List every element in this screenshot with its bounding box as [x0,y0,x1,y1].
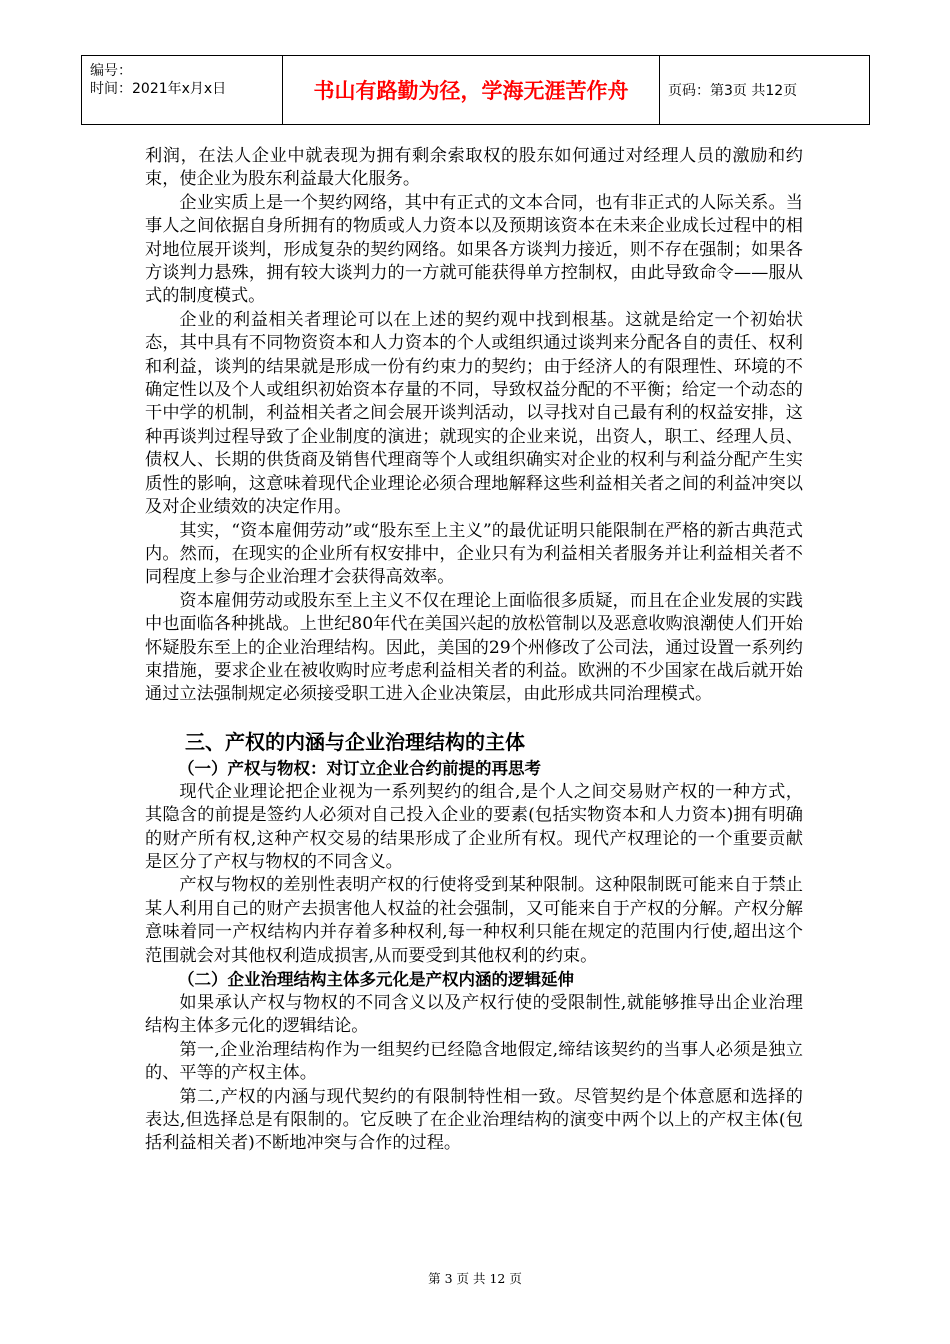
body-paragraph: 现代企业理论把企业视为一系列契约的组合,是个人之间交易财产权的一种方式，其隐含的前提是签约人必须对自己投入企业的要素(包括实物资本和人力资本)拥有明确的财产所有权,这种产权交易的结果形成了企业所有权。现代产权理论的一个重要贡献是区分了产权与物权的不同含义。 [145,781,803,872]
body-paragraph: 企业的利益相关者理论可以在上述的契约观中找到根基。这就是给定一个初始状态，其中具有不同物资资本和人力资本的个人或组织通过谈判来分配各自的责任、权利和利益，谈判的结果就是形成一份有约束力的契约；由于经济人的有限理性、环境的不确定性以及个人或组织初始资本存量的不同，导致权益分配的不平衡；给定一个动态的干中学的机制，利益相关者之间会展开谈判活动，以寻找对自己最有利的权益安排，这种再谈判过程导致了企业制度的演进；就现实的企业来说，出资人，职工、经理人员、债权人、长期的供货商及销售代理商等个人或组织确实对企业的权利与利益分配产生实质性的影响，这意味着现代企业理论必须合理地解释这些利益相关者之间的利益冲突以及对企业绩效的决定作用。 [145,309,803,518]
subsection-heading: （二）企业治理结构主体多元化是产权内涵的逻辑延伸 [178,970,574,989]
body-paragraph: 第一,企业治理结构作为一组契约已经隐含地假定,缔结该契约的当事人必须是独立的、平等的产权主体。 [145,1039,803,1084]
body-paragraph: 企业实质上是一个契约网络，其中有正式的文本合同，也有非正式的人际关系。当事人之间依据自身所拥有的物质或人力资本以及预期该资本在未来企业成长过程中的相对地位展开谈判，形成复杂的契约网络。如果各方谈判力接近，则不存在强制；如果各方谈判力悬殊，拥有较大谈判力的一方就可能获得单方控制权，由此导致命令——服从式的制度模式。 [145,192,803,307]
page-footer: 第 3 页 共 12 页 [428,1271,522,1286]
body-paragraph: 第二,产权的内涵与现代契约的有限制特性相一致。尽管契约是个体意愿和选择的表达,但选择总是有限制的。它反映了在企业治理结构的演变中两个以上的产权主体(包括利益相关者)不断地冲突与合作的过程。 [145,1086,803,1154]
header-meta-cell [82,56,283,124]
header-page-info: 页码：第3页 共12页 [668,83,798,99]
body-paragraph: 利润，在法人企业中就表现为拥有剩余索取权的股东如何通过对经理人员的激励和约束，使企业为股东利益最大化服务。 [145,146,803,190]
document-body [145,145,803,1156]
body-paragraph: 如果承认产权与物权的不同含义以及产权行使的受限制性,就能够推导出企业治理结构主体多元化的逻辑结论。 [145,993,803,1037]
subsection-heading: （一）产权与物权：对订立企业合约前提的再思考 [178,758,541,778]
body-paragraph: 资本雇佣劳动或股东至上主义不仅在理论上面临很多质疑，而且在企业发展的实践中也面临各种挑战。上世纪80年代在美国兴起的放松管制以及恶意收购浪潮使人们开始怀疑股东至上的企业治理结构。因此，美国的29个州修改了公司法，通过设置一系列约束措施，要求企业在被收购时应考虑利益相关者的利益。欧洲的不少国家在战后就开始通过立法强制规定必须接受职工进入企业决策层，由此形成共同治理模式。 [145,590,803,705]
document-number-label: 编号： [90,63,132,79]
header-motto: 书山有路勤为径，学海无涯苦作舟 [283,56,660,124]
document-date-label: 时间：2021年x月x日 [90,81,227,97]
page-header-table [81,55,870,125]
section-heading: 三、产权的内涵与企业治理结构的主体 [185,729,525,754]
body-paragraph: 其实，“资本雇佣劳动”或“股东至上主义”的最优证明只能限制在严格的新古典范式内。然而，在现实的企业所有权安排中，企业只有为利益相关者服务并让利益相关者不同程度上参与企业治理才会获得高效率。 [145,520,803,588]
body-paragraph: 产权与物权的差别性表明产权的行使将受到某种限制。这种限制既可能来自于禁止某人利用自己的财产去损害他人权益的社会强制，又可能来自于产权的分解。产权分解意味着同一产权结构内并存着多种权利,每一种权利只能在规定的范围内行使,超出这个范围就会对其他权利造成损害,从而要受到其他权利的约束。 [145,875,803,966]
